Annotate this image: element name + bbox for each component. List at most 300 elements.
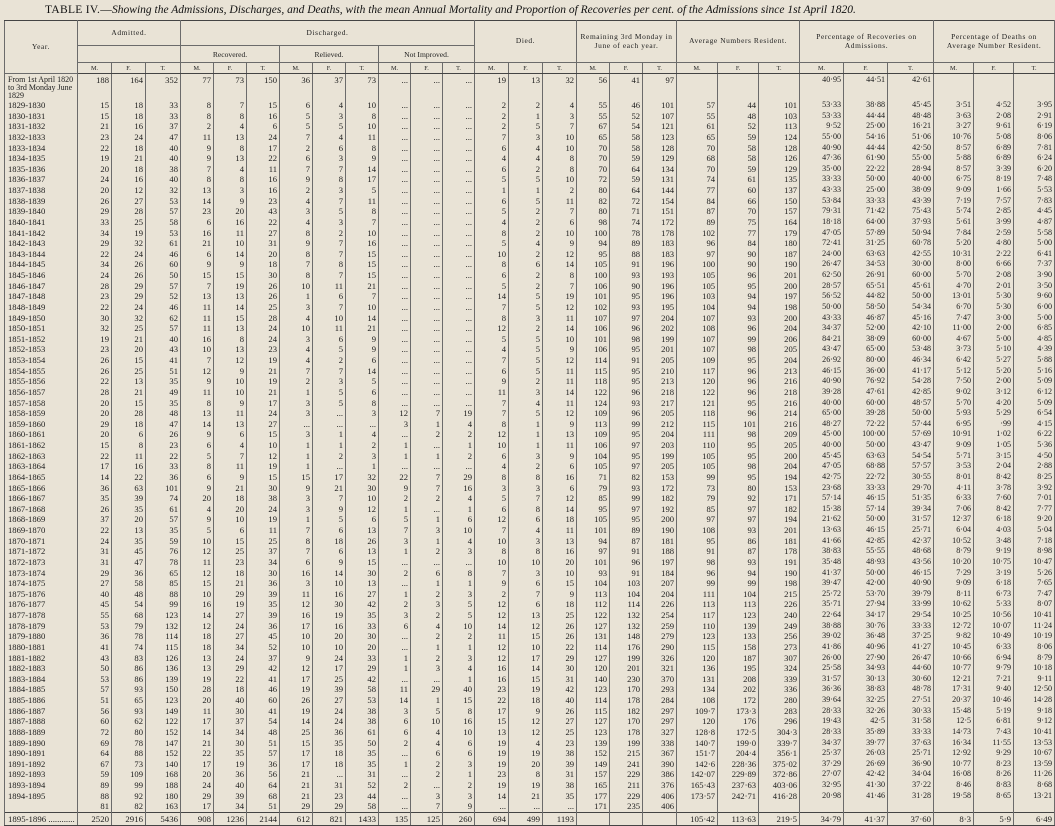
remaining-f-cell: 88 — [610, 249, 643, 260]
remaining-t-cell: 213 — [643, 376, 677, 387]
died-m-cell: 15 — [475, 716, 509, 727]
pct-deaths-t-cell: 10·18 — [1014, 663, 1055, 674]
relieved-f-cell: 18 — [313, 759, 346, 770]
admitted-m-cell: 30 — [78, 313, 112, 324]
pct-recoveries-m-cell: 43·33 — [800, 313, 844, 324]
admitted-f-cell: 28 — [112, 206, 146, 217]
remaining-t-cell: 188 — [643, 546, 677, 557]
average-m-cell: 122 — [677, 387, 718, 398]
average-t-cell: 180 — [759, 238, 800, 249]
pct-deaths-t-cell: 4·85 — [1014, 334, 1055, 345]
gender-t-header: T. — [1014, 63, 1055, 74]
pct-deaths-t-cell: 7·77 — [1014, 504, 1055, 515]
remaining-m-cell: 139 — [577, 738, 610, 749]
pct-recoveries-f-cell: 38·09 — [844, 334, 888, 345]
pct-recoveries-f-cell: 42·42 — [844, 769, 888, 780]
average-t-cell: 181 — [759, 536, 800, 547]
died-f-cell: 5 — [509, 121, 543, 132]
not-improved-f-cell: 2 — [411, 759, 443, 770]
remaining-t-cell: 201 — [643, 344, 677, 355]
not-improved-m-cell: ... — [379, 461, 411, 472]
admitted-t-cell: 48 — [146, 408, 181, 419]
average-f-cell: 59 — [718, 132, 759, 143]
pct-deaths-m-cell: 5·70 — [934, 398, 974, 409]
admitted-m-cell: 59 — [78, 769, 112, 780]
recovered-m-cell: 7 — [181, 355, 214, 366]
died-t-cell: 9 — [543, 238, 577, 249]
average-t-cell: 226 — [759, 599, 800, 610]
pct-deaths-m-cell: 4·11 — [934, 483, 974, 494]
pct-deaths-t-cell: 6·54 — [1014, 408, 1055, 419]
pct-deaths-t-cell: 8·98 — [1014, 546, 1055, 557]
not-improved-m-cell: 11 — [379, 684, 411, 695]
relieved-t-cell: 16 — [346, 238, 379, 249]
remaining-f-cell: 78 — [610, 228, 643, 239]
year-cell: 1891-1892 — [5, 759, 78, 770]
pct-recoveries-t-cell: 42·10 — [888, 323, 934, 334]
relieved-m-cell: 2 — [280, 376, 313, 387]
pct-recoveries-m-cell: 38·83 — [800, 546, 844, 557]
died-t-cell: 7 — [543, 121, 577, 132]
died-t-cell: 12 — [543, 408, 577, 419]
year-cell: 1869-1870 — [5, 525, 78, 536]
died-t-cell: 3 — [543, 111, 577, 122]
average-f-cell: 60 — [718, 185, 759, 196]
average-f-cell: 70 — [718, 206, 759, 217]
average-m-cell: 118 — [677, 408, 718, 419]
pct-recoveries-t-cell: 31·28 — [888, 791, 934, 802]
remaining-m-cell: 105 — [577, 461, 610, 472]
year-cell: 1842-1843 — [5, 238, 78, 249]
pct-deaths-t-cell: 13·59 — [1014, 759, 1055, 770]
year-cell: 1850-1851 — [5, 323, 78, 334]
pct-recoveries-m-cell: 34·37 — [800, 323, 844, 334]
not-improved-m-cell: ... — [379, 291, 411, 302]
admitted-f-cell: 78 — [112, 738, 146, 749]
admitted-m-total: 2520 — [78, 812, 112, 825]
relieved-m-cell: 10 — [280, 323, 313, 334]
remaining-t-cell: 97 — [643, 74, 677, 101]
pct-recoveries-m-cell: 50·00 — [800, 302, 844, 313]
recovered-m-cell: 8 — [181, 100, 214, 111]
relieved-m-cell: 3 — [280, 206, 313, 217]
average-m-cell: 134 — [677, 684, 718, 695]
relieved-m-total: 612 — [280, 812, 313, 825]
average-t-cell: 124 — [759, 132, 800, 143]
table-row — [5, 706, 1055, 717]
not-improved-m-cell: 12 — [379, 408, 411, 419]
died-m-cell: 19 — [475, 759, 509, 770]
admitted-m-cell: 29 — [78, 419, 112, 430]
not-improved-m-cell: 22 — [379, 472, 411, 483]
recovered-t-cell: 43 — [247, 206, 280, 217]
pct-deaths-t-cell: 6·12 — [1014, 387, 1055, 398]
pct-deaths-m-cell: 8·01 — [934, 472, 974, 483]
died-t-cell: 14 — [543, 259, 577, 270]
pct-deaths-f-cell: 2·59 — [974, 228, 1014, 239]
admitted-m-cell: 29 — [78, 238, 112, 249]
recovered-m-cell: 18 — [181, 631, 214, 642]
relieved-f-cell: 4 — [313, 100, 346, 111]
remaining-t-cell: 205 — [643, 461, 677, 472]
average-f-cell: 93 — [718, 313, 759, 324]
pct-deaths-t-cell: 6·20 — [1014, 164, 1055, 175]
relieved-m-cell: 7 — [280, 259, 313, 270]
admitted-t-cell: 152 — [146, 727, 181, 738]
not-improved-t-cell: 1 — [443, 769, 475, 780]
table-row — [5, 557, 1055, 568]
relieved-f-cell: 20 — [313, 631, 346, 642]
year-cell: 1867-1868 — [5, 504, 78, 515]
pct-deaths-f-cell: 8·83 — [974, 780, 1014, 791]
not-improved-f-cell: ... — [411, 313, 443, 324]
pct-deaths-m-cell: 7·29 — [934, 568, 974, 579]
remaining-f-cell: 178 — [610, 727, 643, 738]
recovered-f-cell: 23 — [214, 557, 247, 568]
remaining-m-cell: 97 — [577, 546, 610, 557]
pct-recoveries-f-total: 41·37 — [844, 812, 888, 825]
admitted-m-cell: 36 — [78, 483, 112, 494]
year-cell: 1878-1879 — [5, 621, 78, 632]
average-m-cell: 108 — [677, 695, 718, 706]
relieved-f-cell: 5 — [313, 121, 346, 132]
average-f-cell: 158 — [718, 642, 759, 653]
not-improved-t-cell: ... — [443, 196, 475, 207]
gender-m-header: M. — [475, 63, 509, 74]
remaining-t-cell: 200 — [643, 514, 677, 525]
recovered-f-cell: 22 — [214, 674, 247, 685]
recovered-t-cell: 24 — [247, 504, 280, 515]
gender-t-header: T. — [146, 63, 181, 74]
remaining-f-cell: 114 — [610, 599, 643, 610]
remaining-f-cell: 95 — [610, 366, 643, 377]
admitted-m-cell: 22 — [78, 525, 112, 536]
pct-deaths-m-cell: 12·21 — [934, 674, 974, 685]
gender-m-header: M. — [78, 63, 112, 74]
died-f-cell: 14 — [509, 663, 543, 674]
died-f-cell: 6 — [509, 599, 543, 610]
remaining-m-cell: 114 — [577, 355, 610, 366]
relieved-f-cell: 31 — [313, 780, 346, 791]
relieved-m-cell: 14 — [280, 716, 313, 727]
pct-recoveries-t-cell: 33·33 — [888, 727, 934, 738]
admitted-t-cell: 115 — [146, 642, 181, 653]
pct-recoveries-m-cell: 79·31 — [800, 206, 844, 217]
admitted-t-cell: 85 — [146, 578, 181, 589]
recovered-t-cell: 42 — [247, 663, 280, 674]
pct-recoveries-m-cell: 23·68 — [800, 483, 844, 494]
pct-deaths-f-cell: 8·26 — [974, 769, 1014, 780]
admitted-t-cell: 61 — [146, 238, 181, 249]
pct-recoveries-m-cell: 39·64 — [800, 695, 844, 706]
remaining-f-cell: 89 — [610, 525, 643, 536]
remaining-t-cell: 376 — [643, 780, 677, 791]
relieved-m-cell: 4 — [280, 217, 313, 228]
remaining-m-cell: 104 — [577, 451, 610, 462]
died-m-cell: 16 — [475, 663, 509, 674]
average-t-cell: 187 — [759, 249, 800, 260]
not-improved-t-cell: ... — [443, 344, 475, 355]
admitted-f-cell: 54 — [112, 599, 146, 610]
pct-deaths-f-cell: 3·00 — [974, 313, 1014, 324]
average-f-cell: 75 — [718, 217, 759, 228]
relieved-f-cell: 5 — [313, 398, 346, 409]
pct-deaths-f-cell: 5·27 — [974, 355, 1014, 366]
died-f-cell: 2 — [509, 206, 543, 217]
admitted-f-cell: 79 — [112, 621, 146, 632]
died-f-cell: 1 — [509, 429, 543, 440]
relieved-t-cell: 11 — [346, 132, 379, 143]
admitted-f-cell: 18 — [112, 164, 146, 175]
average-t-cell: 403·06 — [759, 780, 800, 791]
recovered-t-cell: 52 — [247, 642, 280, 653]
not-improved-t-cell: 10 — [443, 621, 475, 632]
average-m-cell: 110 — [677, 440, 718, 451]
pct-deaths-f-cell: 1·02 — [974, 429, 1014, 440]
relieved-m-cell: 6 — [280, 153, 313, 164]
remaining-t-cell: 196 — [643, 291, 677, 302]
pct-recoveries-f-cell: 42·85 — [844, 536, 888, 547]
pct-deaths-m-cell: 5·88 — [934, 153, 974, 164]
recovered-m-cell: 14 — [181, 610, 214, 621]
not-improved-f-cell: ... — [411, 100, 443, 111]
admitted-t-cell: 35 — [146, 525, 181, 536]
relieved-m-cell: 15 — [280, 738, 313, 749]
died-t-total: 1193 — [543, 812, 577, 825]
died-m-cell: 8 — [475, 259, 509, 270]
discharged-header: Discharged. — [181, 21, 475, 46]
pct-recoveries-m-cell: 40·90 — [800, 376, 844, 387]
average-t-cell: 214 — [759, 408, 800, 419]
relieved-m-cell: 3 — [280, 398, 313, 409]
not-improved-f-cell: 3 — [411, 599, 443, 610]
recovered-t-cell: 64 — [247, 780, 280, 791]
relieved-t-cell: 12 — [346, 504, 379, 515]
pct-recoveries-f-cell: 50·00 — [844, 514, 888, 525]
pct-recoveries-m-cell: 48·27 — [800, 419, 844, 430]
relieved-f-cell: 23 — [313, 791, 346, 802]
admitted-m-cell: 20 — [78, 164, 112, 175]
admitted-f-cell: 73 — [112, 759, 146, 770]
pct-recoveries-t-cell: 41·27 — [888, 642, 934, 653]
relieved-f-cell: 10 — [313, 578, 346, 589]
average-f-cell: 172 — [718, 695, 759, 706]
recovered-f-cell: 9 — [214, 196, 247, 207]
admitted-f-cell: 47 — [112, 557, 146, 568]
died-m-cell: 12 — [475, 610, 509, 621]
not-improved-m-cell: ... — [379, 121, 411, 132]
relieved-t-cell: 9 — [346, 153, 379, 164]
relieved-m-cell: 1 — [280, 387, 313, 398]
not-improved-f-cell: 1 — [411, 695, 443, 706]
not-improved-m-cell: ... — [379, 323, 411, 334]
admitted-t-cell: 60 — [146, 259, 181, 270]
admitted-m-cell: 26 — [78, 196, 112, 207]
admitted-m-cell: 22 — [78, 302, 112, 313]
relieved-t-cell: 2 — [346, 440, 379, 451]
died-f-cell: 9 — [509, 706, 543, 717]
relieved-f-cell: 3 — [313, 153, 346, 164]
not-improved-f-cell: ... — [411, 174, 443, 185]
pct-deaths-f-cell: 2·08 — [974, 270, 1014, 281]
admitted-t-cell: 76 — [146, 546, 181, 557]
admitted-m-cell: 24 — [78, 536, 112, 547]
relieved-t-cell: 15 — [346, 249, 379, 260]
year-cell: 1830-1831 — [5, 111, 78, 122]
died-f-cell: 8 — [509, 504, 543, 515]
pct-deaths-t-cell: 9·18 — [1014, 706, 1055, 717]
average-t-cell: 204 — [759, 461, 800, 472]
pct-deaths-m-cell: 3·63 — [934, 111, 974, 122]
pct-recoveries-t-cell: 30·33 — [888, 706, 934, 717]
remaining-t-cell: 193 — [643, 270, 677, 281]
died-f-cell: 6 — [509, 514, 543, 525]
admitted-m-cell: 89 — [78, 780, 112, 791]
pct-deaths-f-cell: 3·15 — [974, 451, 1014, 462]
year-cell: 1841-1842 — [5, 228, 78, 239]
admitted-t-cell: 37 — [146, 121, 181, 132]
pct-deaths-m-cell: 10·91 — [934, 429, 974, 440]
relieved-t-cell: 20 — [346, 642, 379, 653]
remaining-m-cell: 109 — [577, 408, 610, 419]
died-f-cell: 2 — [509, 376, 543, 387]
relieved-f-cell: 6 — [313, 546, 346, 557]
died-m-cell: 8 — [475, 419, 509, 430]
average-t-cell: 190 — [759, 568, 800, 579]
admitted-f-cell: 6 — [112, 429, 146, 440]
admitted-m-cell: 53 — [78, 674, 112, 685]
pct-deaths-m-cell: 9·09 — [934, 440, 974, 451]
recovered-t-cell: 24 — [247, 408, 280, 419]
remaining-f-cell: 241 — [610, 759, 643, 770]
pct-deaths-f-cell: 5·00 — [974, 334, 1014, 345]
admitted-f-cell: 8 — [112, 440, 146, 451]
died-m-cell: 10 — [475, 557, 509, 568]
pct-recoveries-t-cell: 27·51 — [888, 695, 934, 706]
pct-deaths-t-cell: 9·12 — [1014, 716, 1055, 727]
table-row — [5, 238, 1055, 249]
average-f-cell: 133 — [718, 631, 759, 642]
remaining-t-cell: 121 — [643, 121, 677, 132]
not-improved-t-cell: ... — [443, 376, 475, 387]
pct-recoveries-f-cell: 36·00 — [844, 366, 888, 377]
table-row — [5, 472, 1055, 483]
admitted-t-cell: 53 — [146, 196, 181, 207]
average-f-cell: 44 — [718, 100, 759, 111]
remaining-m-cell: 70 — [577, 153, 610, 164]
pct-deaths-t-cell: 4·15 — [1014, 419, 1055, 430]
admitted-t-cell: 33 — [146, 100, 181, 111]
table-row — [5, 568, 1055, 579]
table-row — [5, 514, 1055, 525]
recovered-f-cell: 39 — [214, 791, 247, 802]
not-improved-f-cell: ... — [411, 217, 443, 228]
not-improved-t-cell: 2 — [443, 780, 475, 791]
pct-deaths-m-cell: 10·52 — [934, 536, 974, 547]
pct-deaths-m-cell: 10·76 — [934, 132, 974, 143]
pct-recoveries-t-cell: 60·78 — [888, 238, 934, 249]
remaining-f-cell: 95 — [610, 344, 643, 355]
recovered-f-cell: 4 — [214, 121, 247, 132]
relieved-m-cell: 3 — [280, 408, 313, 419]
relieved-m-cell: 7 — [280, 164, 313, 175]
remaining-t-cell: 107 — [643, 111, 677, 122]
admitted-f-cell: 83 — [112, 653, 146, 664]
average-m-cell: 117 — [677, 610, 718, 621]
remaining-t-cell: 367 — [643, 748, 677, 759]
pct-deaths-f-cell: 5·29 — [974, 408, 1014, 419]
died-t-cell: 14 — [543, 323, 577, 334]
pct-recoveries-t-cell: 26·47 — [888, 653, 934, 664]
pct-deaths-m-cell: 12·37 — [934, 514, 974, 525]
remaining-m-cell: 114 — [577, 642, 610, 653]
relieved-f-cell: ... — [313, 461, 346, 472]
not-improved-t-cell: 3 — [443, 791, 475, 802]
not-improved-t-cell: ... — [443, 291, 475, 302]
died-f-cell: 10 — [509, 557, 543, 568]
not-improved-m-cell: ... — [379, 185, 411, 196]
pct-recoveries-f-cell: 47·61 — [844, 387, 888, 398]
relieved-m-cell: 1 — [280, 291, 313, 302]
relieved-f-cell: 11 — [313, 323, 346, 334]
year-cell: 1848-1849 — [5, 302, 78, 313]
average-f-cell: 94 — [718, 291, 759, 302]
not-improved-t-cell: ... — [443, 74, 475, 101]
relieved-t-cell: 30 — [346, 631, 379, 642]
admitted-t-cell: 123 — [146, 695, 181, 706]
died-f-cell: 5 — [509, 334, 543, 345]
not-improved-t-cell: 8 — [443, 706, 475, 717]
died-f-cell: 3 — [509, 568, 543, 579]
died-m-cell: 17 — [475, 706, 509, 717]
pct-recoveries-t-cell: 29·54 — [888, 610, 934, 621]
average-f-cell: 98 — [718, 461, 759, 472]
recovered-f-cell: 35 — [214, 748, 247, 759]
table-row — [5, 111, 1055, 122]
average-f-cell: 90 — [718, 249, 759, 260]
pct-recoveries-f-cell: 33·33 — [844, 483, 888, 494]
recovered-f-cell: 12 — [214, 355, 247, 366]
pct-deaths-t-cell: 10·67 — [1014, 748, 1055, 759]
admitted-f-cell: 32 — [112, 238, 146, 249]
year-cell: 1874-1875 — [5, 578, 78, 589]
table-row — [5, 143, 1055, 154]
average-t-cell: 197 — [759, 291, 800, 302]
pct-deaths-f-cell: 8·65 — [974, 791, 1014, 802]
recovered-f-cell: 21 — [214, 578, 247, 589]
table-row — [5, 674, 1055, 685]
pct-deaths-m-cell: 8·00 — [934, 259, 974, 270]
year-cell: 1868-1869 — [5, 514, 78, 525]
not-improved-m-cell: 2 — [379, 568, 411, 579]
table-row — [5, 525, 1055, 536]
table-row — [5, 748, 1055, 759]
pct-deaths-t-cell: 8·06 — [1014, 642, 1055, 653]
pct-deaths-f-cell: 2·00 — [974, 376, 1014, 387]
recovered-m-cell: 9 — [181, 376, 214, 387]
not-improved-t-total: 260 — [443, 812, 475, 825]
remaining-m-total — [577, 812, 610, 825]
recovered-t-cell: 22 — [247, 153, 280, 164]
remaining-t-cell: 196 — [643, 259, 677, 270]
remaining-f-cell: 104 — [610, 589, 643, 600]
average-f-cell: 97 — [718, 514, 759, 525]
not-improved-m-cell: ... — [379, 302, 411, 313]
average-f-cell: 96 — [718, 270, 759, 281]
remaining-t-cell: 386 — [643, 769, 677, 780]
relieved-t-total: 1433 — [346, 812, 379, 825]
relieved-f-cell: 39 — [313, 684, 346, 695]
